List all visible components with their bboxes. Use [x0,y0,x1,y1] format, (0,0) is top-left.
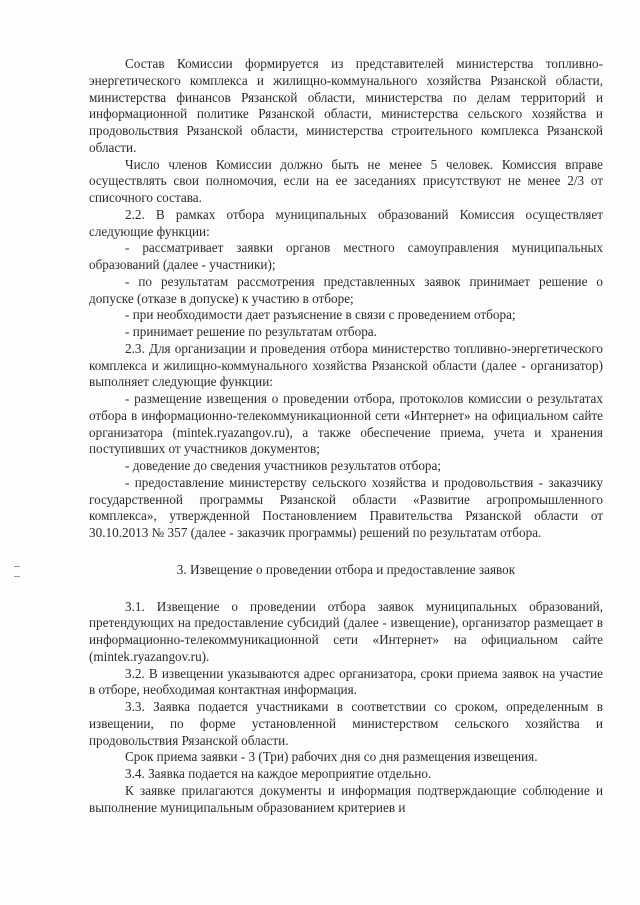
paragraph-commission-composition: Состав Комиссии формируется из представителей министерства топливно-энергетического комплекса и жилищно-коммунального хозяйства Рязанской области, министерства финансов Рязанской области, министерства по делам территорий и информационной политике Рязанской области, министерства сельского хозяйства и продовольствия Рязанской области, министерства строительного комплекса Рязанской области. [89,56,603,155]
paragraph-attachments: К заявке прилагаются документы и информация подтверждающие соблюдение и выполнение муниципальным образованием критериев и [89,782,603,815]
scan-artifact-mark [14,576,20,577]
paragraph-3-4: 3.4. Заявка подается на каждое мероприятие отдельно. [125,766,432,781]
paragraph-function-decision: - принимает решение по результатам отбора. [125,324,377,339]
document-body [89,56,603,816]
scan-artifact-mark [14,566,20,567]
paragraph-function-publication: - размещение извещения о проведении отбора, протоколов комиссии о результатах отбора в информационно-телекоммуникационной сети «Интернет» на официальном сайте организатора (mintek.ryazangov.ru), а также обеспечение приема, учета и хранения поступивших от участников документов; [89,391,603,457]
paragraph-function-provide: - предоставление министерству сельского хозяйства и продовольствия - заказчику государственной программы Рязанской области «Развитие агропромышленного комплекса», утвержденной Постановлением Правительства Рязанской области от 30.10.2013 № 357 (далее - заказчик программы) решений по результатам отбора. [89,474,603,540]
paragraph-2-2: 2.2. В рамках отбора муниципальных образований Комиссия осуществляет следующие функции: [89,206,603,239]
paragraph-function-admission: - по результатам рассмотрения представленных заявок принимает решение о допуске (отказе в допуске) к участию в отборе; [89,273,603,306]
paragraph-3-1: 3.1. Извещение о проведении отбора заявок муниципальных образований, претендующих на предоставление субсидий (далее - извещение), организатор размещает в информационно-телекоммуникационной сети «Интернет» на официальном сайте (mintek.ryazangov.ru). [89,598,603,664]
paragraph-function-review: - рассматривает заявки органов местного самоуправления муниципальных образований (далее - участники); [89,240,603,272]
paragraph-commission-members: Число членов Комиссии должно быть не менее 5 человек. Комиссия вправе осуществлять свои полномочия, если на ее заседаниях присутствуют не менее 2/3 от списочного состава. [89,156,603,205]
paragraph-function-notify: - доведение до сведения участников результатов отбора; [125,458,442,473]
paragraph-3-2: 3.2. В извещении указываются адрес организатора, сроки приема заявок на участие в отборе, необходимая контактная информация. [89,665,603,698]
section-heading: 3. Извещение о проведении отбора и предоставление заявок [176,561,516,577]
paragraph-2-3: 2.3. Для организации и проведения отбора министерство топливно-энергетического комплекса и жилищно-коммунального хозяйства Рязанской области (далее - организатор) выполняет следующие функции: [89,340,603,390]
paragraph-deadline: Срок приема заявки - 3 (Три) рабочих дня со дня размещения извещения. [125,749,538,765]
paragraph-3-3: 3.3. Заявка подается участниками в соответствии со сроком, определенным в извещении, по форме установленной министерством сельского хозяйства и продовольствия Рязанской области. [89,699,603,748]
paragraph-function-clarification: - при необходимости дает разъяснение в связи с проведением отбора; [125,307,516,323]
